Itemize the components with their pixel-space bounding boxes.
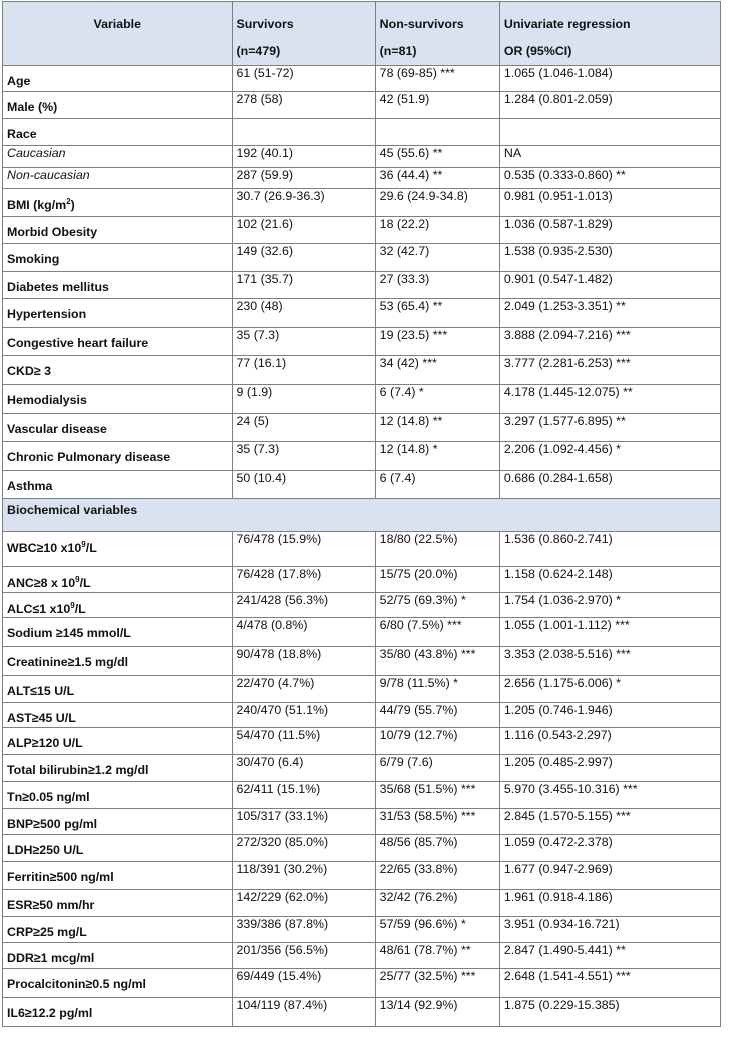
table-row [3, 66, 721, 92]
variable-label-text: ESR≥50 mm/hr [7, 897, 95, 912]
variable-label-suffix: ) [70, 198, 75, 213]
header-nonsurvivors-label: Non-survivors [379, 17, 464, 31]
variable-label-text: Creatinine≥1.5 mg/dl [7, 655, 129, 670]
nonsurvivors-value: 31/53 (58.5%) *** [375, 808, 499, 835]
variable-label [3, 384, 233, 413]
regression-value: 3.297 (1.577-6.895) ** [499, 413, 720, 442]
nonsurvivors-value: 13/14 (92.9%) [375, 997, 499, 1026]
nonsurvivors-value: 22/65 (33.8%) [375, 862, 499, 890]
nonsurvivors-value: 44/79 (55.7%) [375, 702, 499, 728]
section-row [3, 498, 721, 531]
regression-value: 0.981 (0.951-1.013) [499, 189, 720, 217]
variable-label-text: BMI (kg/m [7, 198, 67, 213]
survivors-value [232, 119, 375, 146]
table-row [3, 243, 721, 271]
header-nonsurvivors [375, 2, 499, 66]
header-variable: Variable [3, 2, 233, 66]
nonsurvivors-value [375, 119, 499, 146]
regression-value: 2.648 (1.541-4.551) *** [499, 969, 720, 998]
table-row [3, 531, 721, 566]
table-row [3, 755, 721, 782]
variable-label [3, 889, 233, 916]
table-row [3, 969, 721, 998]
variable-label-text: Race [7, 127, 37, 142]
table-row [3, 943, 721, 969]
survivors-value: 77 (16.1) [232, 356, 375, 385]
results-table [2, 1, 721, 1027]
table-row [3, 299, 721, 328]
variable-label-text: IL6≥12.2 pg/ml [7, 1005, 93, 1020]
variable-label-text: Ferritin≥500 ng/ml [7, 870, 114, 885]
survivors-value: 278 (58) [232, 91, 375, 119]
nonsurvivors-value: 6/79 (7.6) [375, 755, 499, 782]
survivors-value: 230 (48) [232, 299, 375, 328]
variable-label-text: ALP≥120 U/L [7, 736, 83, 751]
regression-value: 4.178 (1.445-12.075) ** [499, 384, 720, 413]
nonsurvivors-value: 36 (44.4) ** [375, 167, 499, 189]
table-row [3, 835, 721, 862]
header-survivors [232, 2, 375, 66]
variable-label [3, 916, 233, 943]
variable-label [3, 271, 233, 299]
variable-label-text: ALT≤15 U/L [7, 683, 75, 698]
table-row [3, 781, 721, 808]
regression-value: 1.055 (1.001-1.112) *** [499, 618, 720, 647]
regression-value: 3.353 (2.038-5.516) *** [499, 647, 720, 676]
regression-value: 1.536 (0.860-2.741) [499, 531, 720, 566]
variable-label-text: WBC≥10 x10 [7, 541, 82, 556]
regression-value: 1.205 (0.746-1.946) [499, 702, 720, 728]
variable-label [3, 647, 233, 676]
survivors-value: 62/411 (15.1%) [232, 781, 375, 808]
regression-value: 1.036 (0.587-1.829) [499, 217, 720, 244]
variable-label [3, 442, 233, 471]
variable-label-suffix: /L [74, 601, 86, 616]
table-row [3, 702, 721, 728]
regression-value: 3.951 (0.934-16.721) [499, 916, 720, 943]
header-regression-label: Univariate regression [503, 17, 631, 31]
regression-value: 1.875 (0.229-15.385) [499, 997, 720, 1026]
variable-label-text: Tn≥0.05 ng/ml [7, 789, 90, 804]
table-row [3, 189, 721, 217]
nonsurvivors-value: 10/79 (12.7%) [375, 728, 499, 755]
table-row [3, 384, 721, 413]
variable-label [3, 781, 233, 808]
regression-value: 1.961 (0.918-4.186) [499, 889, 720, 916]
regression-value: 1.205 (0.485-2.997) [499, 755, 720, 782]
nonsurvivors-value: 48/56 (85.7%) [375, 835, 499, 862]
variable-label-text: CRP≥25 mg/L [7, 924, 87, 939]
survivors-value: 54/470 (11.5%) [232, 728, 375, 755]
variable-label [3, 356, 233, 385]
survivors-value: 171 (35.7) [232, 271, 375, 299]
table-row [3, 728, 721, 755]
nonsurvivors-value: 15/75 (20.0%) [375, 566, 499, 592]
header-regression-sub: OR (95%CI) [503, 44, 572, 58]
variable-label [3, 755, 233, 782]
nonsurvivors-value: 9/78 (11.5%) * [375, 675, 499, 702]
regression-value: 1.538 (0.935-2.530) [499, 243, 720, 271]
variable-label [3, 413, 233, 442]
variable-label [3, 808, 233, 835]
variable-label-superscript: 2 [66, 197, 71, 207]
nonsurvivors-value: 42 (51.9) [375, 91, 499, 119]
variable-label [3, 189, 233, 217]
survivors-value: 9 (1.9) [232, 384, 375, 413]
header-survivors-label: Survivors [236, 17, 294, 31]
survivors-value: 240/470 (51.1%) [232, 702, 375, 728]
variable-label [3, 969, 233, 998]
variable-label [3, 675, 233, 702]
variable-label-text: LDH≥250 U/L [7, 843, 84, 858]
variable-label-text: CKD≥ 3 [7, 364, 51, 379]
variable-label-superscript: 9 [81, 539, 86, 549]
survivors-value: 35 (7.3) [232, 328, 375, 356]
regression-value: 0.686 (0.284-1.658) [499, 471, 720, 499]
table-row [3, 647, 721, 676]
regression-value: 3.777 (2.281-6.253) *** [499, 356, 720, 385]
variable-label [3, 146, 233, 168]
variable-label-text: Male (%) [7, 99, 58, 114]
variable-label-superscript: 9 [70, 600, 75, 610]
regression-value: 1.284 (0.801-2.059) [499, 91, 720, 119]
variable-label [3, 943, 233, 969]
survivors-value: 192 (40.1) [232, 146, 375, 168]
table-row [3, 808, 721, 835]
header-nonsurvivors-n: (n=81) [379, 44, 417, 58]
nonsurvivors-value: 34 (42) *** [375, 356, 499, 385]
variable-label [3, 243, 233, 271]
regression-value: 2.206 (1.092-4.456) * [499, 442, 720, 471]
regression-value: 5.970 (3.455-10.316) *** [499, 781, 720, 808]
variable-label-text: Caucasian [7, 146, 66, 161]
table-row [3, 119, 721, 146]
table-body [3, 66, 721, 1027]
table-row [3, 592, 721, 618]
regression-value: 0.901 (0.547-1.482) [499, 271, 720, 299]
variable-label-text: Vascular disease [7, 421, 107, 436]
variable-label-text: Morbid Obesity [7, 225, 98, 240]
table-row [3, 862, 721, 890]
table-header-row [3, 2, 721, 66]
survivors-value: 22/470 (4.7%) [232, 675, 375, 702]
table-row [3, 328, 721, 356]
regression-value: 2.845 (1.570-5.155) *** [499, 808, 720, 835]
variable-label [3, 119, 233, 146]
survivors-value: 76/478 (15.9%) [232, 531, 375, 566]
table-row [3, 217, 721, 244]
variable-label [3, 471, 233, 499]
table-row [3, 356, 721, 385]
table-row [3, 675, 721, 702]
nonsurvivors-value: 29.6 (24.9-34.8) [375, 189, 499, 217]
regression-value: 0.535 (0.333-0.860) ** [499, 167, 720, 189]
nonsurvivors-value: 78 (69-85) *** [375, 66, 499, 92]
survivors-value: 104/119 (87.4%) [232, 997, 375, 1026]
nonsurvivors-value: 6 (7.4) [375, 471, 499, 499]
regression-value: 3.888 (2.094-7.216) *** [499, 328, 720, 356]
header-survivors-n: (n=479) [236, 44, 281, 58]
nonsurvivors-value: 18 (22.2) [375, 217, 499, 244]
survivors-value: 30/470 (6.4) [232, 755, 375, 782]
survivors-value: 241/428 (56.3%) [232, 592, 375, 618]
regression-value: 1.059 (0.472-2.378) [499, 835, 720, 862]
nonsurvivors-value: 19 (23.5) *** [375, 328, 499, 356]
nonsurvivors-value: 32/42 (76.2%) [375, 889, 499, 916]
nonsurvivors-value: 6 (7.4) * [375, 384, 499, 413]
header-regression [499, 2, 720, 66]
regression-value: NA [499, 146, 720, 168]
table-row [3, 271, 721, 299]
nonsurvivors-value: 18/80 (22.5%) [375, 531, 499, 566]
survivors-value: 4/478 (0.8%) [232, 618, 375, 647]
variable-label-text: Non-caucasian [7, 167, 90, 182]
variable-label-text: ALC≤1 x10 [7, 601, 71, 616]
table-row [3, 91, 721, 119]
variable-label-superscript: 9 [75, 574, 80, 584]
table-row [3, 618, 721, 647]
variable-label-text: Smoking [7, 251, 60, 266]
variable-label [3, 618, 233, 647]
variable-label-text: Hemodialysis [7, 392, 87, 407]
regression-value: 1.158 (0.624-2.148) [499, 566, 720, 592]
nonsurvivors-value: 35/68 (51.5%) *** [375, 781, 499, 808]
survivors-value: 201/356 (56.5%) [232, 943, 375, 969]
variable-label [3, 997, 233, 1026]
variable-label [3, 835, 233, 862]
survivors-value: 287 (59.9) [232, 167, 375, 189]
variable-label-text: Sodium ≥145 mmol/L [7, 626, 131, 641]
table-row [3, 442, 721, 471]
survivors-value: 90/478 (18.8%) [232, 647, 375, 676]
nonsurvivors-value: 25/77 (32.5%) *** [375, 969, 499, 998]
variable-label [3, 217, 233, 244]
regression-value: 2.656 (1.175-6.006) * [499, 675, 720, 702]
variable-label-text: Congestive heart failure [7, 336, 149, 351]
survivors-value: 118/391 (30.2%) [232, 862, 375, 890]
survivors-value: 24 (5) [232, 413, 375, 442]
survivors-value: 76/428 (17.8%) [232, 566, 375, 592]
variable-label [3, 66, 233, 92]
table-row [3, 146, 721, 168]
survivors-value: 105/317 (33.1%) [232, 808, 375, 835]
variable-label [3, 531, 233, 566]
variable-label-text: Asthma [7, 479, 53, 494]
variable-label-text: Total bilirubin≥1.2 mg/dl [7, 763, 149, 778]
variable-label-text: Diabetes mellitus [7, 279, 109, 294]
regression-value: 1.065 (1.046-1.084) [499, 66, 720, 92]
nonsurvivors-value: 27 (33.3) [375, 271, 499, 299]
variable-label-text: Chronic Pulmonary disease [7, 450, 171, 465]
variable-label-text: Procalcitonin≥0.5 ng/ml [7, 977, 146, 992]
survivors-value: 30.7 (26.9-36.3) [232, 189, 375, 217]
survivors-value: 339/386 (87.8%) [232, 916, 375, 943]
nonsurvivors-value: 35/80 (43.8%) *** [375, 647, 499, 676]
variable-label-suffix: /L [79, 576, 91, 590]
variable-label-text: AST≥45 U/L [7, 710, 76, 725]
nonsurvivors-value: 48/61 (78.7%) ** [375, 943, 499, 969]
variable-label [3, 91, 233, 119]
variable-label [3, 167, 233, 189]
variable-label [3, 728, 233, 755]
nonsurvivors-value: 12 (14.8) ** [375, 413, 499, 442]
survivors-value: 149 (32.6) [232, 243, 375, 271]
survivors-value: 50 (10.4) [232, 471, 375, 499]
regression-value: 1.754 (1.036-2.970) * [499, 592, 720, 618]
table-row [3, 916, 721, 943]
table-row [3, 889, 721, 916]
regression-value: 1.677 (0.947-2.969) [499, 862, 720, 890]
table-row [3, 167, 721, 189]
survivors-value: 272/320 (85.0%) [232, 835, 375, 862]
variable-label [3, 328, 233, 356]
variable-label-suffix: /L [85, 541, 97, 556]
table-row [3, 471, 721, 499]
regression-value [499, 119, 720, 146]
nonsurvivors-value: 45 (55.6) ** [375, 146, 499, 168]
variable-label [3, 299, 233, 328]
section-label: Biochemical variables [3, 498, 721, 531]
variable-label [3, 702, 233, 728]
variable-label-text: BNP≥500 pg/ml [7, 816, 98, 831]
nonsurvivors-value: 32 (42.7) [375, 243, 499, 271]
regression-value: 2.049 (1.253-3.351) ** [499, 299, 720, 328]
survivors-value: 35 (7.3) [232, 442, 375, 471]
variable-label-text: DDR≥1 mcg/ml [7, 951, 95, 966]
table-row [3, 997, 721, 1026]
survivors-value: 69/449 (15.4%) [232, 969, 375, 998]
regression-value: 1.116 (0.543-2.297) [499, 728, 720, 755]
table-row [3, 413, 721, 442]
nonsurvivors-value: 52/75 (69.3%) * [375, 592, 499, 618]
table-row [3, 566, 721, 592]
survivors-value: 102 (21.6) [232, 217, 375, 244]
variable-label [3, 566, 233, 592]
nonsurvivors-value: 57/59 (96.6%) * [375, 916, 499, 943]
variable-label [3, 862, 233, 890]
nonsurvivors-value: 12 (14.8) * [375, 442, 499, 471]
nonsurvivors-value: 53 (65.4) ** [375, 299, 499, 328]
variable-label-text: ANC≥8 x 10 [7, 576, 76, 590]
variable-label-text: Age [7, 74, 31, 88]
nonsurvivors-value: 6/80 (7.5%) *** [375, 618, 499, 647]
variable-label [3, 592, 233, 618]
variable-label-text: Hypertension [7, 307, 87, 322]
survivors-value: 142/229 (62.0%) [232, 889, 375, 916]
regression-value: 2.847 (1.490-5.441) ** [499, 943, 720, 969]
survivors-value: 61 (51-72) [232, 66, 375, 92]
